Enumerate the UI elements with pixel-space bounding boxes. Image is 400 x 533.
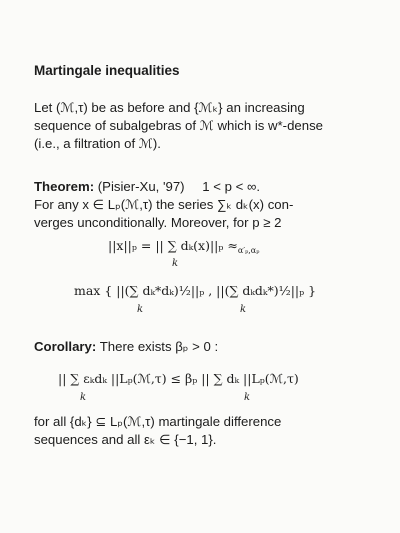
corollary-header	[34, 339, 218, 356]
formula-1-text: ||x||ₚ = || ∑ dₖ(x)||ₚ ≈	[108, 238, 238, 253]
formula-2-index-left: k	[137, 304, 144, 315]
formula-1-subscript: α′ₚ,αₚ	[237, 246, 260, 255]
theorem-formula-2: max { ||(∑ dₖ*dₖ)½||ₚ , ||(∑ dₖdₖ*)½||ₚ }	[74, 283, 317, 298]
intro-line-1: Let (ℳ,τ) be as before and {ℳₖ} an increasing	[34, 100, 305, 115]
corollary-index-right: k	[244, 392, 251, 403]
theorem-line-1: For any x ∈ Lₚ(ℳ,τ) the series ∑ₖ dₖ(x) con-	[34, 197, 294, 212]
intro-line-3: (i.e., a filtration of ℳ).	[34, 136, 161, 151]
corollary-text: There exists βₚ > 0 :	[99, 339, 219, 354]
formula-1-index: k	[172, 258, 179, 269]
theorem-label: Theorem:	[34, 179, 95, 194]
theorem-line-2: verges unconditionally. Moreover, for p ≥ 2	[34, 215, 282, 230]
intro-line-2: sequence of subalgebras of ℳ which is w*-dense	[34, 118, 324, 133]
corollary-formula: || ∑ εₖdₖ ||Lₚ(ℳ,τ) ≤ βₚ || ∑ dₖ ||Lₚ(ℳ,τ)	[58, 371, 299, 386]
theorem-formula-1	[108, 238, 259, 255]
corollary-index-left: k	[80, 392, 87, 403]
slide-title: Martingale inequalities	[34, 63, 180, 78]
formula-2-index-right: k	[240, 304, 247, 315]
corollary-line-1: for all {dₖ} ⊆ Lₚ(ℳ,τ) martingale difference	[34, 414, 282, 429]
corollary-label: Corollary:	[34, 339, 97, 354]
corollary-line-2: sequences and all εₖ ∈ {−1, 1}.	[34, 432, 217, 447]
theorem-header	[34, 179, 260, 196]
theorem-attribution: (Pisier-Xu, '97)	[97, 179, 185, 194]
theorem-condition: 1 < p < ∞.	[202, 179, 261, 194]
